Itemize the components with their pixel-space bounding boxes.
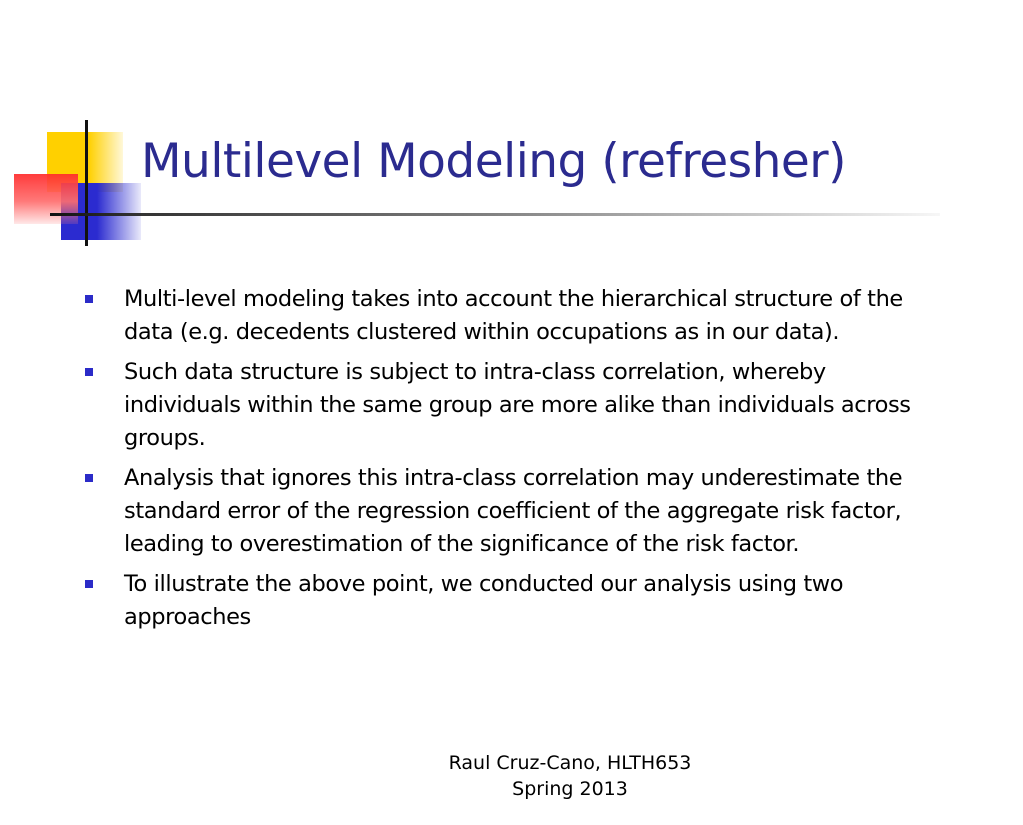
title-underline <box>50 213 940 216</box>
bullet-item <box>82 356 942 455</box>
bullet-text: To illustrate the above point, we conducted our analysis using two approaches <box>124 571 844 630</box>
square-bullet-icon <box>85 474 93 482</box>
decorative-red-square <box>14 174 78 224</box>
footer-term: Spring 2013 <box>512 778 628 800</box>
bullet-text: Analysis that ignores this intra-class correlation may underestimate the standard error of the regression coefficient of the aggregate risk factor, leading to overestimation of the significance of the risk factor. <box>124 465 903 557</box>
bullet-text: Multi-level modeling takes into account the hierarchical structure of the data (e.g. decedents clustered within occupations as in our data). <box>124 286 903 345</box>
square-bullet-icon <box>85 368 93 376</box>
footer-author: Raul Cruz-Cano, HLTH653 <box>448 752 692 774</box>
bullet-item <box>82 568 942 634</box>
bullet-item <box>82 462 942 561</box>
square-bullet-icon <box>85 580 93 588</box>
decorative-logo <box>0 0 160 260</box>
slide-title: Multilevel Modeling (refresher) <box>141 134 846 189</box>
bullet-item <box>82 283 942 349</box>
bullet-list <box>82 283 942 641</box>
decorative-vertical-line <box>85 120 88 246</box>
slide-footer <box>400 750 740 802</box>
bullet-text: Such data structure is subject to intra-class correlation, whereby individuals within the same group are more alike than individuals across groups. <box>124 359 911 451</box>
square-bullet-icon <box>85 295 93 303</box>
